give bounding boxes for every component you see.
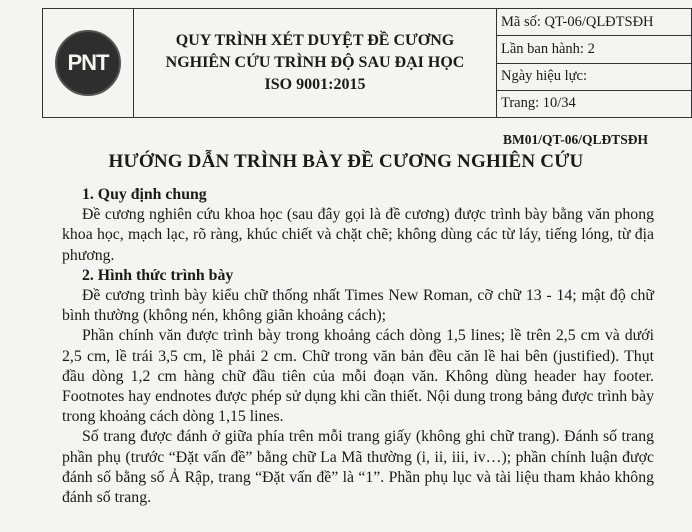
document-header: [42, 8, 692, 118]
section-2-paragraph-3: Số trang được đánh ở giữa phía trên mỗi trang giấy (không ghi chữ trang). Đánh số trang phần phụ (trước “Đặt vấn đề” bằng chữ La Mã thường (i, ii, iii, iv…); phần chính luận được đánh số bằng số Ả Rập, trang “Đặt vấn đề” là “1”. Phần phụ lục và tài liệu tham khảo không đánh số trang.: [62, 428, 654, 507]
pnt-logo: PNT: [55, 30, 121, 96]
procedure-title: [134, 9, 497, 118]
logo-cell: [43, 9, 134, 118]
effective-date: Ngày hiệu lực:: [497, 63, 692, 90]
title-line-2: NGHIÊN CỨU TRÌNH ĐỘ SAU ĐẠI HỌC: [165, 54, 465, 71]
section-1-heading: 1. Quy định chung: [82, 186, 207, 203]
section-1-paragraph: Đề cương nghiên cứu khoa học (sau đây gọi là đề cương) được trình bày bằng văn phong khoa học, mạch lạc, rõ ràng, khúc chiết và chặt chẽ; không dùng các từ láy, tiếng lóng, từ địa phương.: [62, 206, 654, 264]
title-line-1: QUY TRÌNH XÉT DUYỆT ĐỀ CƯƠNG: [175, 32, 455, 49]
section-2-paragraph-1: Đề cương trình bày kiểu chữ thống nhất Times New Roman, cỡ chữ 13 - 14; mật độ chữ bình thường (không nén, không giãn khoảng cách);: [62, 287, 654, 325]
section-2-heading: 2. Hình thức trình bày: [82, 266, 234, 284]
title-line-3: ISO 9001:2015: [264, 76, 366, 93]
form-code: BM01/QT-06/QLĐTSĐH: [502, 132, 648, 147]
page-number: Trang: 10/34: [497, 90, 692, 117]
document-title: HƯỚNG DẪN TRÌNH BÀY ĐỀ CƯƠNG NGHIÊN CỨU: [108, 151, 584, 172]
issue-number: Lần ban hành: 2: [497, 36, 692, 63]
document-body: [62, 185, 654, 508]
section-2-paragraph-2: Phần chính văn được trình bày trong khoảng cách dòng 1,5 lines; lề trên 2,5 cm và dưới 2,5 cm, lề trái 3,5 cm, lề phải 2 cm. Chữ trong văn bản đều căn lề hai bên (justified). Thụt đầu dòng 1,2 cm hàng chữ đầu tiên của mỗi đoạn văn. Không dùng header hay footer. Footnotes hay endnotes được phép sử dụng khi cần thiết. Nội dung trong bảng được trình bày trong khoảng cách dòng 1,15 lines.: [62, 327, 654, 426]
doc-code: Mã số: QT-06/QLĐTSĐH: [497, 9, 692, 36]
